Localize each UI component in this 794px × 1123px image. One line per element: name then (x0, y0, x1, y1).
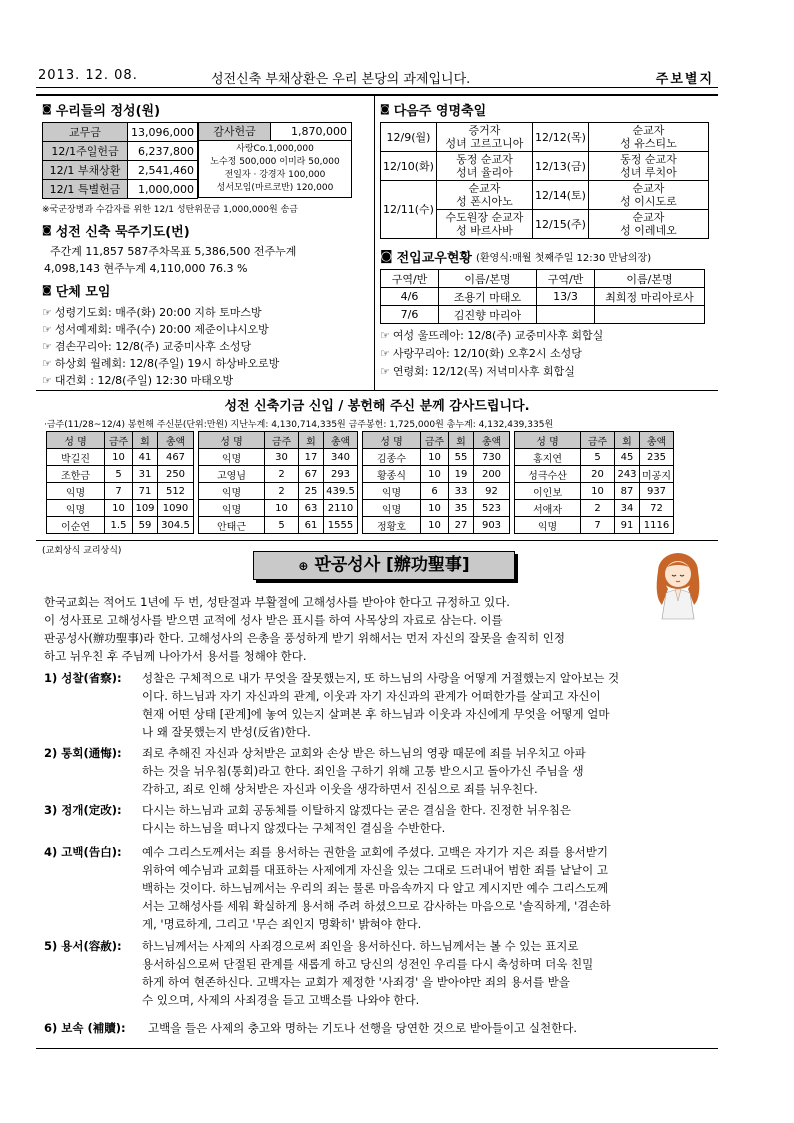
donation-header: 회 (299, 432, 324, 449)
page-header (36, 64, 718, 88)
step-line: 백하는 것이다. 하느님께서는 우리의 죄는 물론 마음속까지 다 알고 계시지만 예수 그리스도께 (142, 881, 609, 895)
donation-cell: 박길진 (47, 449, 105, 466)
donation-header: 금주 (265, 432, 299, 449)
donation-header: 회 (133, 432, 158, 449)
donation-header: 회 (449, 432, 474, 449)
donation-cell: 109 (133, 500, 158, 517)
donation-cell: 63 (299, 500, 324, 517)
table-row (363, 517, 510, 534)
article-step (44, 937, 714, 1009)
intro-line: 하고 뉘우친 후 주님께 나아가서 용서를 청해야 한다. (44, 649, 307, 663)
thanks-line: 전일자 · 강경자 100,000 (224, 170, 326, 180)
groups2-list (380, 327, 716, 381)
group-item: ☞ 겸손꾸리아: 12/8(주) 교중미사후 소성당 (42, 340, 252, 353)
feast-saint: 동정 순교자 성녀 루치아 (589, 152, 709, 181)
donation-cell: 김종수 (363, 449, 421, 466)
donation-cell: 340 (324, 449, 358, 466)
donation-cell: 익명 (363, 483, 421, 500)
donation-header: 총액 (158, 432, 194, 449)
donation-cell: 293 (324, 466, 358, 483)
offering-value: 6,237,800 (128, 142, 198, 161)
step-line: 다시는 하느님을 떠나지 않겠다는 구체적인 결심을 수반한다. (142, 821, 446, 835)
cross-icon: ⊕ (298, 559, 309, 573)
step-key: 1) 성찰(省察): (44, 671, 122, 685)
article-step (44, 744, 714, 798)
donation-cell: 1555 (324, 517, 358, 534)
donation-header: 성 명 (363, 432, 421, 449)
donation-cell: 200 (474, 466, 510, 483)
top-section (36, 96, 718, 391)
donation-cell: 35 (449, 500, 474, 517)
step-line: 각하고, 죄로 인해 상처받은 자신과 이웃을 생각하면서 진심으로 죄를 뉘우친다. (142, 782, 538, 796)
donation-cell: 2 (265, 466, 299, 483)
square-bullet-icon: ◙ (42, 104, 52, 115)
table-row (515, 517, 674, 534)
thanks-value: 1,870,000 (291, 125, 347, 138)
feast-saint: 수도원장 순교자 성 바르사바 (437, 210, 533, 239)
article-category: (교회상식 교리상식) (42, 546, 122, 556)
transfer-cell: 4/6 (381, 288, 439, 306)
step-line: 서는 고해성사를 세워 확실하게 용서해 주려 하셨으므로 감사하는 마음으로 '솔직하게, '겸손하 (142, 899, 611, 913)
offering-value: 2,541,460 (128, 161, 198, 180)
donation-summary: ·금주(11/28~12/4) 봉헌해 주신분(단위:만원) 지난누계: 4,130,714,335원 금주봉헌: 1,725,000원 총누계: 4,132,439,335원 (44, 420, 554, 430)
donation-header: 총액 (474, 432, 510, 449)
intro-line: 한국교회는 적어도 1년에 두 번, 성탄절과 부활절에 고해성사를 받아야 한다고 규정하고 있다. (44, 595, 510, 609)
step-line: 다시는 하느님과 교회 공동체를 이탈하지 않겠다는 굳은 결심을 한다. 진정한 뉘우침은 (142, 803, 572, 817)
donation-cell: 27 (449, 517, 474, 534)
donation-header: 총액 (640, 432, 674, 449)
donation-cell: 304.5 (158, 517, 194, 534)
group-item: ☞ 성서예제회: 매주(수) 20:00 제준이냐시오방 (42, 323, 269, 336)
transfer-header: 이름/본명 (595, 270, 705, 288)
feast-saint: 순교자 성 이시도로 (589, 181, 709, 210)
offering-note: ※국군장병과 수감자를 위한 12/1 성탄위문금 1,000,000원 송금 (42, 205, 298, 215)
donation-cell: 익명 (47, 483, 105, 500)
group-item: ☞ 대건회 : 12/8(주일) 12:30 마태오방 (42, 374, 234, 387)
table-row (363, 466, 510, 483)
donation-cell: 10 (421, 449, 449, 466)
left-column (42, 100, 370, 389)
donation-cell: 2 (265, 483, 299, 500)
step-key: 2) 통회(通悔): (44, 746, 122, 760)
donation-cell: 59 (133, 517, 158, 534)
table-row (363, 500, 510, 517)
pointing-hand-icon: ☞ (42, 374, 52, 387)
donation-table (362, 431, 510, 534)
transfer-table (380, 269, 705, 324)
square-bullet-icon: ◙ (380, 104, 390, 115)
thanks-offering (198, 122, 352, 199)
feast-date: 12/15(주) (533, 210, 589, 239)
donation-cell: 2 (581, 500, 615, 517)
prayer-stats (42, 243, 370, 277)
donation-section (36, 391, 718, 541)
feast-date: 12/12(목) (533, 123, 589, 152)
donation-header: 총액 (324, 432, 358, 449)
donation-cell: 730 (474, 449, 510, 466)
square-bullet-icon: ◙ (42, 285, 52, 296)
donation-cell: 937 (640, 483, 674, 500)
prayer-line: 4,098,143 현주누계 4,110,000 76.3 % (44, 262, 248, 275)
donation-cell: 250 (158, 466, 194, 483)
donation-table (46, 431, 194, 534)
donation-cell: 익명 (199, 449, 265, 466)
group-item: ☞ 여성 울뜨레아: 12/8(주) 교중미사후 회합실 (380, 329, 604, 342)
intro-line: 판공성사(辦功聖事)라 한다. 고해성사의 은총을 풍성하게 받기 위해서는 먼저 자신의 잘못을 솔직히 인정 (44, 631, 565, 645)
donation-cell: 17 (299, 449, 324, 466)
step-key: 4) 고백(告白): (44, 845, 122, 859)
step-line: 하게 하여 현존하신다. 고백자는 교회가 제정한 '사죄경' 을 받아야만 죄의 용서를 받을 (142, 975, 570, 989)
donation-cell: 71 (133, 483, 158, 500)
pointing-hand-icon: ☞ (42, 306, 52, 319)
prayer-title: ◙ 성전 신축 묵주기도(번) (42, 225, 190, 240)
feast-date: 12/11(수) (381, 181, 437, 239)
donation-cell: 2110 (324, 500, 358, 517)
table-row (363, 483, 510, 500)
offering-table (42, 122, 198, 199)
pointing-hand-icon: ☞ (42, 323, 52, 336)
transfer-cell: 13/3 (537, 288, 595, 306)
step-line: 예수 그리스도께서는 죄를 용서하는 권한을 교회에 주셨다. 고백은 자기가 지은 죄를 용서받기 (142, 845, 609, 859)
donation-cell: 익명 (47, 500, 105, 517)
donation-cell: 512 (158, 483, 194, 500)
donation-cell: 7 (581, 517, 615, 534)
donation-header: 성 명 (47, 432, 105, 449)
offering-label: 12/1 특별헌금 (43, 180, 128, 199)
feast-date: 12/14(토) (533, 181, 589, 210)
donation-cell: 미공지 (640, 466, 674, 483)
pointing-hand-icon: ☞ (380, 329, 390, 342)
donation-cell: 정황호 (363, 517, 421, 534)
donation-cell: 903 (474, 517, 510, 534)
table-row (515, 483, 674, 500)
article-step (44, 801, 714, 837)
feast-date: 12/13(금) (533, 152, 589, 181)
donation-cell: 34 (615, 500, 640, 517)
transfer-title: ◙ 전입교우현황 (환영식:매월 첫째주일 12:30 만남의장) (380, 249, 652, 266)
donation-cell: 55 (449, 449, 474, 466)
donation-cell: 서애자 (515, 500, 581, 517)
donation-cell: 25 (299, 483, 324, 500)
issue-date: 2013. 12. 08. (38, 68, 138, 83)
offering-value: 13,096,000 (128, 123, 198, 142)
pointing-hand-icon: ☞ (42, 357, 52, 370)
thanks-line: 노수정 500,000 이미라 50,000 (210, 157, 340, 167)
offering-label: 12/1주일헌금 (43, 142, 128, 161)
donation-cell: 고영님 (199, 466, 265, 483)
donation-cell: 87 (615, 483, 640, 500)
feast-saint: 순교자 성 유스티노 (589, 123, 709, 152)
donation-cell: 6 (421, 483, 449, 500)
feast-saint: 순교자 성 폰시아노 (437, 181, 533, 210)
table-row (515, 466, 674, 483)
donation-cell: 523 (474, 500, 510, 517)
step-line: 용서하심으로써 단절된 관계를 새롭게 하고 당신의 성전인 우리를 다시 축성하며 더욱 친밀 (142, 957, 594, 971)
article-intro (44, 593, 708, 665)
donation-cell: 33 (449, 483, 474, 500)
thanks-line: 사랑Co.1,000,000 (236, 144, 314, 154)
prayer-line: 주간계 11,857 587주차목표 5,386,500 전주누계 (50, 245, 297, 258)
donation-cell: 10 (105, 500, 133, 517)
offering-label: 교무금 (43, 123, 128, 142)
donation-cell: 10 (421, 466, 449, 483)
donation-cell: 439.5 (324, 483, 358, 500)
pointing-hand-icon: ☞ (380, 347, 390, 360)
table-row (199, 483, 358, 500)
step-key: 3) 정개(定改): (44, 803, 122, 817)
donation-header: 성 명 (199, 432, 265, 449)
donation-cell: 익명 (199, 500, 265, 517)
donation-cell: 1116 (640, 517, 674, 534)
transfer-cell: 김진향 마리아 (439, 306, 537, 324)
donation-cell: 10 (421, 517, 449, 534)
feast-saint: 동정 순교자 성녀 율리아 (437, 152, 533, 181)
step-line: 이다. 하느님과 자기 자신과의 관계, 이웃과 자기 자신과의 관계가 어떠한가를 살피고 자신이 (142, 689, 601, 703)
donation-cell: 이인보 (515, 483, 581, 500)
column-divider (374, 96, 375, 390)
right-column (380, 100, 716, 381)
donation-cell: 10 (105, 449, 133, 466)
donation-header: 금주 (105, 432, 133, 449)
offering-block (42, 122, 370, 199)
offering-label: 12/1 부채상환 (43, 161, 128, 180)
thanks-label: 감사헌금 (199, 123, 271, 140)
table-row (515, 500, 674, 517)
offering-title: ◙ 우리들의 정성(원) (42, 104, 161, 119)
feast-saint: 증거자 성녀 고르고니아 (437, 123, 533, 152)
group-item: ☞ 성령기도회: 매주(화) 20:00 지하 토마스방 (42, 306, 262, 319)
donation-cell: 1090 (158, 500, 194, 517)
intro-line: 이 성사표로 고해성사를 받으면 교적에 성사 받은 표시를 하여 사목상의 자료로 삼는다. 이를 (44, 613, 503, 627)
donation-cell: 5 (265, 517, 299, 534)
transfer-header: 구역/반 (381, 270, 439, 288)
donation-tables (36, 431, 718, 534)
donation-cell: 조한금 (47, 466, 105, 483)
transfer-cell: 최희정 마리아로사 (595, 288, 705, 306)
step-line: 현재 어떤 상태 [관계]에 놓여 있는지 살펴본 후 하느님과 이웃과 자신에게 무엇을 어떻게 얼마 (142, 707, 610, 721)
donation-cell: 235 (640, 449, 674, 466)
step-line: 하느님께서는 사제의 사죄경으로써 죄인을 용서하신다. 하느님께서는 볼 수 있는 표지로 (142, 939, 579, 953)
donation-cell: 5 (581, 449, 615, 466)
feast-saint: 순교자 성 이레네오 (589, 210, 709, 239)
transfer-cell: 조용기 마태오 (439, 288, 537, 306)
step-line: 죄로 추해진 자신과 상처받은 교회와 손상 받은 하느님의 영광 때문에 죄를 뉘우치고 아파 (142, 746, 586, 760)
donation-cell: 243 (615, 466, 640, 483)
group-item: ☞ 하상회 월례회: 12/8(주일) 19시 하상바오로방 (42, 357, 280, 370)
group-item: ☞ 연령회: 12/12(목) 저녁미사후 회합실 (380, 365, 575, 378)
table-row (47, 483, 194, 500)
donation-cell: 41 (133, 449, 158, 466)
step-line: 고백을 들은 사제의 충고와 명하는 기도나 선행을 당연한 것으로 받아들이고 실천한다. (148, 1021, 578, 1035)
table-row (199, 517, 358, 534)
header-slogan: 성전신축 부채상환은 우리 본당의 과제입니다. (211, 72, 471, 87)
pointing-hand-icon: ☞ (380, 365, 390, 378)
groups-list (42, 304, 370, 389)
bulletin-page (36, 64, 718, 1049)
donation-cell: 20 (581, 466, 615, 483)
article-title: ⊕ 판공성사 [辦功聖事] (253, 551, 515, 580)
donation-cell: 이순연 (47, 517, 105, 534)
donation-cell: 7 (105, 483, 133, 500)
header-rule (36, 88, 718, 96)
donation-cell: 10 (421, 500, 449, 517)
donation-cell: 10 (265, 500, 299, 517)
transfer-header: 이름/본명 (439, 270, 537, 288)
pointing-hand-icon: ☞ (42, 340, 52, 353)
step-key: 6) 보속 (補贖): (44, 1021, 126, 1035)
donation-cell: 19 (449, 466, 474, 483)
transfer-cell (537, 306, 595, 324)
transfer-header: 구역/반 (537, 270, 595, 288)
thanks-line: 성서모임(마르코반) 120,000 (216, 183, 334, 193)
donation-cell: 31 (133, 466, 158, 483)
step-line: 나 왜 잘못했는지 반성(反省)한다. (142, 725, 311, 739)
donation-header: 회 (615, 432, 640, 449)
donation-cell: 45 (615, 449, 640, 466)
table-row (515, 449, 674, 466)
donation-cell: 30 (265, 449, 299, 466)
table-row (47, 517, 194, 534)
groups-title: ◙ 단체 모임 (42, 285, 111, 300)
donation-title: 성전 신축기금 신입 / 봉헌해 주신 분께 감사드립니다. (224, 399, 530, 414)
donation-cell: 홍지연 (515, 449, 581, 466)
table-row (47, 449, 194, 466)
donation-table (198, 431, 358, 534)
offering-value: 1,000,000 (128, 180, 198, 199)
transfer-subtitle: (환영식:매월 첫째주일 12:30 만남의장) (475, 253, 652, 264)
feast-table (380, 122, 709, 239)
donation-cell: 익명 (515, 517, 581, 534)
donation-header: 성 명 (515, 432, 581, 449)
transfer-cell: 7/6 (381, 306, 439, 324)
donation-cell: 5 (105, 466, 133, 483)
donation-cell: 67 (299, 466, 324, 483)
step-key: 5) 용서(容赦): (44, 939, 122, 953)
feast-date: 12/10(화) (381, 152, 437, 181)
article-step (44, 1019, 714, 1037)
donation-cell: 92 (474, 483, 510, 500)
donation-header: 금주 (581, 432, 615, 449)
step-line: 위하여 예수님과 교회를 대표하는 사제에게 자신을 있는 그대로 드러내어 범한 죄를 낱낱이 고 (142, 863, 609, 877)
step-line: 성찰은 구체적으로 내가 무엇을 잘못했는지, 또 하느님의 사랑을 어떻게 거절했는지 알아보는 것 (142, 671, 620, 685)
table-row (363, 449, 510, 466)
donation-header: 금주 (421, 432, 449, 449)
article-step (44, 669, 714, 741)
supplement-tag: 주보별지 (655, 72, 714, 87)
step-line: 게, '명료하게, 그리고 '무슨 죄인지 명확히' 밝혀야 한다. (142, 917, 422, 931)
donation-cell: 성극수산 (515, 466, 581, 483)
square-bullet-icon: ◙ (42, 225, 52, 236)
step-line: 하는 것을 뉘우침(통회)라고 한다. 죄인을 구하기 위해 고통 받으시고 돌아가신 주님을 생 (142, 764, 584, 778)
table-row (199, 500, 358, 517)
table-row (199, 449, 358, 466)
feast-title: ◙ 다음주 영명축일 (380, 104, 487, 119)
article-step (44, 843, 714, 933)
donation-cell: 1.5 (105, 517, 133, 534)
article-section (36, 541, 718, 1049)
donation-cell: 61 (299, 517, 324, 534)
donation-cell: 467 (158, 449, 194, 466)
donation-cell: 10 (581, 483, 615, 500)
table-row (199, 466, 358, 483)
donation-cell: 익명 (199, 483, 265, 500)
feast-date: 12/9(월) (381, 123, 437, 152)
table-row (47, 500, 194, 517)
square-bullet-icon: ◙ (380, 249, 393, 264)
donation-table (514, 431, 674, 534)
table-row (47, 466, 194, 483)
step-line: 수 있으며, 사제의 사죄경을 듣고 고백소를 나와야 한다. (142, 993, 420, 1007)
donation-cell: 안태근 (199, 517, 265, 534)
thanks-donors (198, 141, 352, 198)
donation-cell: 72 (640, 500, 674, 517)
donation-cell: 황종식 (363, 466, 421, 483)
transfer-cell (595, 306, 705, 324)
group-item: ☞ 사랑꾸리아: 12/10(화) 오후2시 소성당 (380, 347, 582, 360)
donation-cell: 91 (615, 517, 640, 534)
donation-cell: 익명 (363, 500, 421, 517)
